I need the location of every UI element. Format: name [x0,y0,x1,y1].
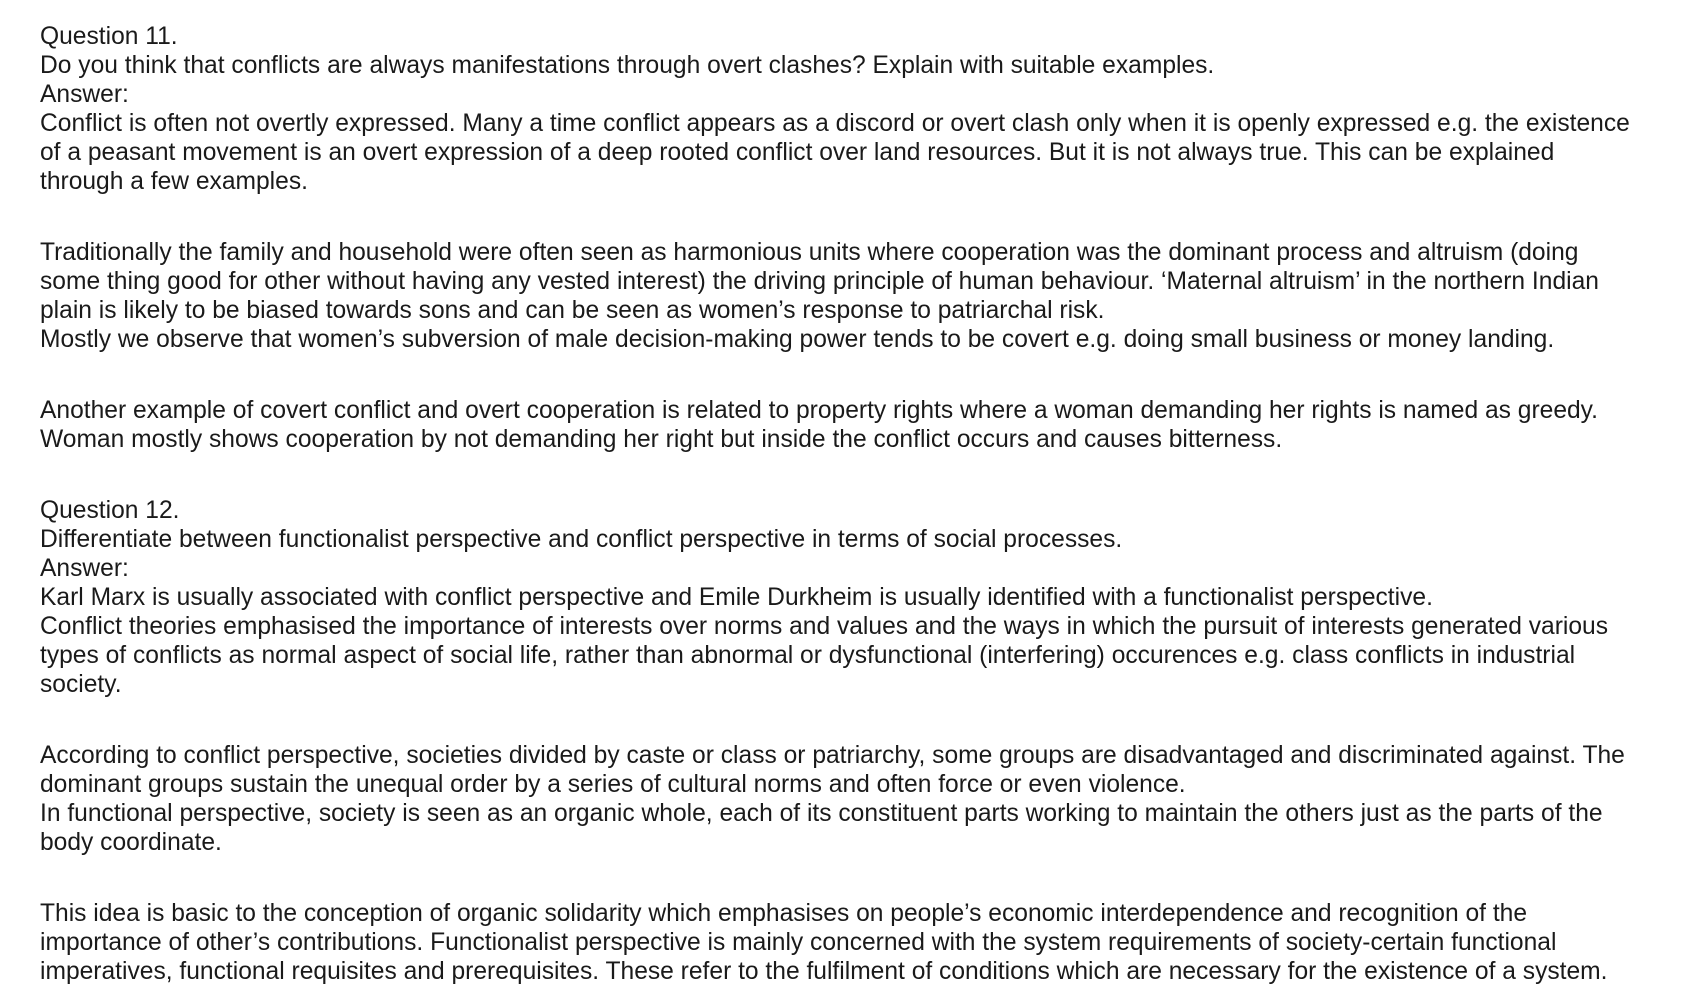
question-11-text: Do you think that conflicts are always manifestations through overt clashes? Explain with suitable examples. [40,52,1215,79]
paragraph-line: Another example of covert conflict and overt cooperation is related to property rights where a woman demanding her rights is named as greedy. [40,397,1598,424]
paragraph-line: importance of other’s contributions. Functionalist perspective is mainly concerned with the system requirements of society-certain functional [40,929,1557,956]
paragraph-line: In functional perspective, society is seen as an organic whole, each of its constituent parts working to maintain the others just as the parts of the [40,800,1603,827]
q11-paragraph-2 [40,238,1680,354]
paragraph-line: Conflict is often not overtly expressed. Many a time conflict appears as a discord or overt clash only when it is openly expressed e.g. the existence [40,110,1630,137]
paragraph-gap [40,196,1680,238]
paragraph-gap [40,857,1680,899]
paragraph-line: body coordinate. [40,829,222,856]
paragraph-line: some thing good for other without having any vested interest) the driving principle of human behaviour. ‘Maternal altruism’ in the northern Indian [40,268,1599,295]
paragraph-line: Conflict theories emphasised the importance of interests over norms and values and the ways in which the pursuit of interests generated various [40,613,1608,640]
paragraph-gap [40,454,1680,496]
paragraph-line: According to conflict perspective, societies divided by caste or class or patriarchy, some groups are disadvantaged and discriminated against. The [40,742,1625,769]
q12-paragraph-3 [40,899,1680,986]
paragraph-line: types of conflicts as normal aspect of social life, rather than abnormal or dysfunctional (interfering) occurences e.g. class conflicts in industrial [40,642,1576,669]
paragraph-line: society. [40,671,122,698]
paragraph-line: of a peasant movement is an overt expression of a deep rooted conflict over land resources. But it is not always true. This can be explained [40,139,1555,166]
question-12-answer-label: Answer: [40,555,129,582]
paragraph-line: Karl Marx is usually associated with conflict perspective and Emile Durkheim is usually identified with a functionalist perspective. [40,584,1433,611]
paragraph-line: Woman mostly shows cooperation by not demanding her right but inside the conflict occurs and causes bitterness. [40,426,1283,453]
paragraph-gap [40,699,1680,741]
paragraph-gap [40,354,1680,396]
paragraph-line: imperatives, functional requisites and prerequisites. These refer to the fulfilment of conditions which are necessary for the existence of a system. [40,958,1608,985]
q12-paragraph-2 [40,741,1680,857]
paragraph-line: This idea is basic to the conception of organic solidarity which emphasises on people’s economic interdependence and recognition of the [40,900,1528,927]
question-11-heading: Question 11. [40,23,178,50]
question-11-answer-label: Answer: [40,81,129,108]
paragraph-line: dominant groups sustain the unequal order by a series of cultural norms and often force or even violence. [40,771,1186,798]
q11-paragraph-1 [40,109,1680,196]
question-12-heading: Question 12. [40,497,180,524]
paragraph-line: plain is likely to be biased towards sons and can be seen as women’s response to patriarchal risk. [40,297,1105,324]
q12-paragraph-1 [40,583,1680,699]
document-page [40,22,1680,986]
q11-paragraph-3 [40,396,1680,454]
question-12-text: Differentiate between functionalist perspective and conflict perspective in terms of social processes. [40,526,1123,553]
paragraph-line: Mostly we observe that women’s subversion of male decision-making power tends to be covert e.g. doing small business or money landing. [40,326,1555,353]
paragraph-line: through a few examples. [40,168,308,195]
paragraph-line: Traditionally the family and household were often seen as harmonious units where cooperation was the dominant process and altruism (doing [40,239,1579,266]
